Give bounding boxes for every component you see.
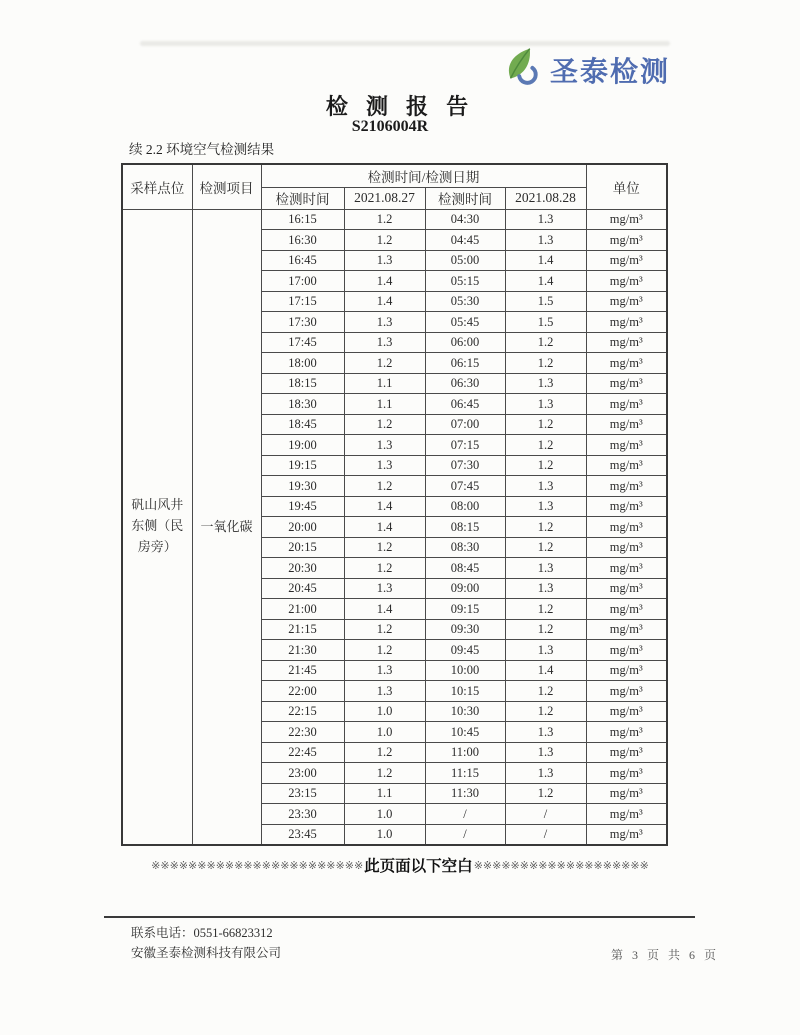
- unit-cell: mg/m³: [586, 517, 667, 538]
- value2-cell: 1.4: [505, 250, 586, 271]
- value1-cell: 1.3: [344, 312, 425, 333]
- time2-cell: 11:15: [425, 763, 505, 784]
- time1-cell: 20:30: [261, 558, 344, 579]
- time2-cell: 09:30: [425, 619, 505, 640]
- time2-cell: 05:00: [425, 250, 505, 271]
- value1-cell: 1.3: [344, 660, 425, 681]
- time1-cell: 22:45: [261, 742, 344, 763]
- value2-cell: 1.4: [505, 660, 586, 681]
- value1-cell: 1.3: [344, 435, 425, 456]
- value2-cell: 1.3: [505, 640, 586, 661]
- header-sampling-point: 采样点位: [122, 164, 192, 209]
- value2-cell: 1.2: [505, 353, 586, 374]
- value2-cell: 1.3: [505, 209, 586, 230]
- time1-cell: 16:30: [261, 230, 344, 251]
- unit-cell: mg/m³: [586, 353, 667, 374]
- unit-cell: mg/m³: [586, 681, 667, 702]
- value1-cell: 1.0: [344, 804, 425, 825]
- time2-cell: 08:15: [425, 517, 505, 538]
- footer-divider: [104, 916, 695, 918]
- unit-cell: mg/m³: [586, 476, 667, 497]
- time1-cell: 23:30: [261, 804, 344, 825]
- subheader-time-2: 检测时间: [425, 187, 505, 209]
- unit-cell: mg/m³: [586, 291, 667, 312]
- time2-cell: 06:15: [425, 353, 505, 374]
- unit-cell: mg/m³: [586, 209, 667, 230]
- item-cell: 一氧化碳: [192, 209, 261, 845]
- value1-cell: 1.2: [344, 640, 425, 661]
- time2-cell: 07:30: [425, 455, 505, 476]
- value1-cell: 1.1: [344, 783, 425, 804]
- value2-cell: 1.2: [505, 332, 586, 353]
- time2-cell: 05:15: [425, 271, 505, 292]
- time1-cell: 16:15: [261, 209, 344, 230]
- time2-cell: 11:00: [425, 742, 505, 763]
- time1-cell: 20:15: [261, 537, 344, 558]
- time2-cell: 07:15: [425, 435, 505, 456]
- time1-cell: 18:00: [261, 353, 344, 374]
- value2-cell: 1.3: [505, 722, 586, 743]
- value1-cell: 1.2: [344, 619, 425, 640]
- value1-cell: 1.4: [344, 291, 425, 312]
- time1-cell: 22:30: [261, 722, 344, 743]
- value2-cell: 1.3: [505, 578, 586, 599]
- value2-cell: 1.3: [505, 230, 586, 251]
- value1-cell: 1.4: [344, 496, 425, 517]
- time1-cell: 23:15: [261, 783, 344, 804]
- time2-cell: 08:45: [425, 558, 505, 579]
- value2-cell: 1.2: [505, 455, 586, 476]
- unit-cell: mg/m³: [586, 763, 667, 784]
- time2-cell: 04:45: [425, 230, 505, 251]
- time1-cell: 23:45: [261, 824, 344, 845]
- value1-cell: 1.3: [344, 250, 425, 271]
- air-quality-results-table: [121, 163, 668, 846]
- time1-cell: 20:45: [261, 578, 344, 599]
- value2-cell: 1.2: [505, 435, 586, 456]
- value2-cell: 1.3: [505, 394, 586, 415]
- time1-cell: 19:30: [261, 476, 344, 497]
- value2-cell: 1.2: [505, 414, 586, 435]
- unit-cell: mg/m³: [586, 312, 667, 333]
- value1-cell: 1.2: [344, 537, 425, 558]
- header-time-date: 检测时间/检测日期: [261, 164, 586, 187]
- value1-cell: 1.3: [344, 681, 425, 702]
- time2-cell: 06:30: [425, 373, 505, 394]
- contact-phone: 联系电话：0551-66823312: [131, 926, 273, 940]
- time2-cell: 04:30: [425, 209, 505, 230]
- time1-cell: 20:00: [261, 517, 344, 538]
- unit-cell: mg/m³: [586, 804, 667, 825]
- unit-cell: mg/m³: [586, 783, 667, 804]
- time1-cell: 21:30: [261, 640, 344, 661]
- value1-cell: 1.2: [344, 414, 425, 435]
- table-row: [122, 209, 667, 230]
- unit-cell: mg/m³: [586, 578, 667, 599]
- value1-cell: 1.0: [344, 701, 425, 722]
- value1-cell: 1.2: [344, 742, 425, 763]
- value1-cell: 1.2: [344, 476, 425, 497]
- unit-cell: mg/m³: [586, 414, 667, 435]
- blank-note-marks-left: ※※※※※※※※※※※※※※※※※※※※※※※: [151, 858, 364, 872]
- leaf-icon: [500, 46, 542, 93]
- unit-cell: mg/m³: [586, 537, 667, 558]
- time2-cell: /: [425, 824, 505, 845]
- table-body: [122, 209, 667, 845]
- subheader-date-1: 2021.08.27: [344, 187, 425, 209]
- time2-cell: 10:45: [425, 722, 505, 743]
- unit-cell: mg/m³: [586, 373, 667, 394]
- unit-cell: mg/m³: [586, 722, 667, 743]
- value1-cell: 1.3: [344, 455, 425, 476]
- logo-text: 圣泰检测: [550, 55, 671, 87]
- blank-note-text: 此页面以下空白: [364, 858, 473, 875]
- time2-cell: 10:30: [425, 701, 505, 722]
- blank-note: [108, 854, 692, 876]
- unit-cell: mg/m³: [586, 250, 667, 271]
- time1-cell: 18:30: [261, 394, 344, 415]
- unit-cell: mg/m³: [586, 435, 667, 456]
- time2-cell: 07:45: [425, 476, 505, 497]
- time2-cell: 09:00: [425, 578, 505, 599]
- unit-cell: mg/m³: [586, 660, 667, 681]
- value1-cell: 1.4: [344, 599, 425, 620]
- unit-cell: mg/m³: [586, 701, 667, 722]
- unit-cell: mg/m³: [586, 271, 667, 292]
- unit-cell: mg/m³: [586, 455, 667, 476]
- time1-cell: 18:15: [261, 373, 344, 394]
- time2-cell: 06:00: [425, 332, 505, 353]
- time1-cell: 19:15: [261, 455, 344, 476]
- value2-cell: /: [505, 804, 586, 825]
- time1-cell: 22:00: [261, 681, 344, 702]
- value1-cell: 1.4: [344, 271, 425, 292]
- section-title: 续 2.2 环境空气检测结果: [129, 142, 275, 157]
- table-header: [122, 164, 667, 209]
- header-item: 检测项目: [192, 164, 261, 209]
- time1-cell: 17:00: [261, 271, 344, 292]
- subheader-date-2: 2021.08.28: [505, 187, 586, 209]
- value1-cell: 1.1: [344, 394, 425, 415]
- time1-cell: 17:15: [261, 291, 344, 312]
- unit-cell: mg/m³: [586, 824, 667, 845]
- subheader-time-1: 检测时间: [261, 187, 344, 209]
- time2-cell: /: [425, 804, 505, 825]
- time2-cell: 07:00: [425, 414, 505, 435]
- value2-cell: 1.3: [505, 742, 586, 763]
- value2-cell: 1.2: [505, 783, 586, 804]
- time1-cell: 19:00: [261, 435, 344, 456]
- time2-cell: 05:30: [425, 291, 505, 312]
- time2-cell: 11:30: [425, 783, 505, 804]
- value1-cell: 1.4: [344, 517, 425, 538]
- company-logo: [500, 46, 670, 93]
- time1-cell: 17:30: [261, 312, 344, 333]
- value2-cell: 1.2: [505, 681, 586, 702]
- unit-cell: mg/m³: [586, 619, 667, 640]
- value2-cell: 1.5: [505, 291, 586, 312]
- time2-cell: 10:00: [425, 660, 505, 681]
- time2-cell: 08:00: [425, 496, 505, 517]
- sampling-point-cell: 矾山风井东侧（民房旁）: [122, 209, 192, 845]
- value2-cell: 1.2: [505, 599, 586, 620]
- value2-cell: 1.4: [505, 271, 586, 292]
- value1-cell: 1.0: [344, 824, 425, 845]
- value1-cell: 1.2: [344, 558, 425, 579]
- time2-cell: 08:30: [425, 537, 505, 558]
- time2-cell: 10:15: [425, 681, 505, 702]
- value1-cell: 1.3: [344, 578, 425, 599]
- unit-cell: mg/m³: [586, 394, 667, 415]
- time2-cell: 05:45: [425, 312, 505, 333]
- time1-cell: 23:00: [261, 763, 344, 784]
- value2-cell: 1.2: [505, 701, 586, 722]
- unit-cell: mg/m³: [586, 599, 667, 620]
- value2-cell: 1.2: [505, 619, 586, 640]
- unit-cell: mg/m³: [586, 332, 667, 353]
- value1-cell: 1.2: [344, 763, 425, 784]
- value1-cell: 1.2: [344, 230, 425, 251]
- unit-cell: mg/m³: [586, 742, 667, 763]
- blank-note-marks-right: ※※※※※※※※※※※※※※※※※※※: [473, 858, 649, 872]
- time1-cell: 18:45: [261, 414, 344, 435]
- page-number: 第 3 页 共 6 页: [611, 948, 720, 962]
- time2-cell: 06:45: [425, 394, 505, 415]
- value1-cell: 1.0: [344, 722, 425, 743]
- time1-cell: 21:45: [261, 660, 344, 681]
- value2-cell: 1.2: [505, 517, 586, 538]
- value2-cell: 1.3: [505, 558, 586, 579]
- header-unit: 单位: [586, 164, 667, 209]
- value1-cell: 1.2: [344, 209, 425, 230]
- value2-cell: 1.2: [505, 537, 586, 558]
- unit-cell: mg/m³: [586, 558, 667, 579]
- time2-cell: 09:45: [425, 640, 505, 661]
- time1-cell: 21:00: [261, 599, 344, 620]
- unit-cell: mg/m³: [586, 496, 667, 517]
- time1-cell: 19:45: [261, 496, 344, 517]
- value2-cell: 1.3: [505, 373, 586, 394]
- time1-cell: 22:15: [261, 701, 344, 722]
- report-title: 检 测 报 告: [325, 94, 475, 119]
- unit-cell: mg/m³: [586, 230, 667, 251]
- value2-cell: 1.5: [505, 312, 586, 333]
- unit-cell: mg/m³: [586, 640, 667, 661]
- value2-cell: 1.3: [505, 496, 586, 517]
- time1-cell: 17:45: [261, 332, 344, 353]
- value2-cell: 1.3: [505, 763, 586, 784]
- time1-cell: 16:45: [261, 250, 344, 271]
- value1-cell: 1.1: [344, 373, 425, 394]
- company-name: 安徽圣泰检测科技有限公司: [131, 946, 282, 960]
- time1-cell: 21:15: [261, 619, 344, 640]
- value2-cell: /: [505, 824, 586, 845]
- value2-cell: 1.3: [505, 476, 586, 497]
- report-number: S2106004R: [351, 118, 429, 135]
- value1-cell: 1.2: [344, 353, 425, 374]
- value1-cell: 1.3: [344, 332, 425, 353]
- time2-cell: 09:15: [425, 599, 505, 620]
